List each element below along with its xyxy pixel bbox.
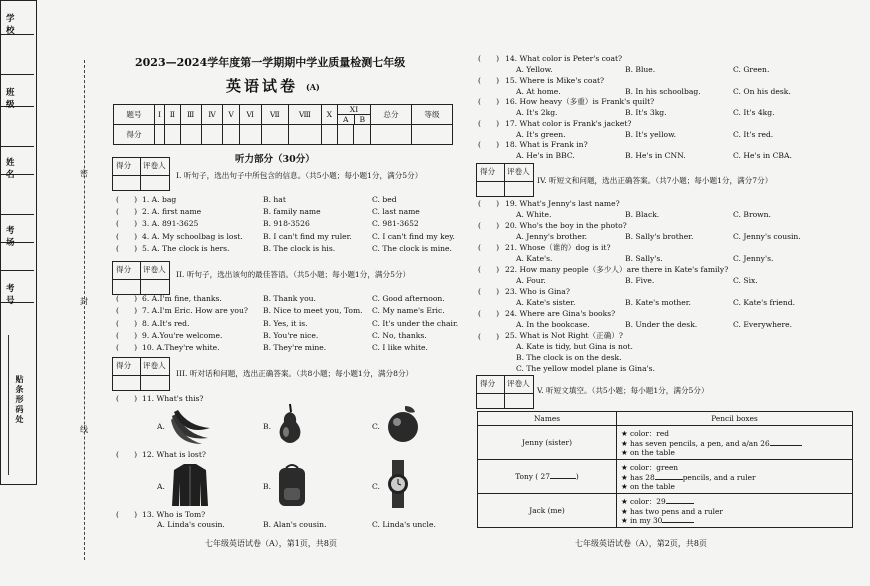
tony-has-text: ★ has 28 — [621, 473, 655, 482]
score-header-cell: 题号 — [114, 105, 155, 125]
option-a: A. Yellow. — [516, 65, 553, 74]
question-text: 15. Where is Mike's coat? — [505, 75, 605, 85]
q11-paren[interactable]: ( ) — [116, 394, 138, 403]
option-a: A. Jenny's brother. — [516, 232, 588, 241]
grader-box-1 — [112, 157, 170, 191]
option-c: C. Good afternoon. — [372, 294, 445, 303]
row-jenny-name: Jenny (sister) — [478, 426, 617, 460]
room-blank — [0, 243, 34, 271]
option-b: B. The clock is his. — [263, 243, 336, 253]
option-c: C. The clock is mine. — [372, 243, 452, 253]
jenny-has-text: ★ has seven pencils, a pen, and a/an 26 — [621, 439, 770, 448]
question-text: 19. What's Jenny's last name? — [505, 199, 620, 208]
score-input[interactable] — [165, 125, 181, 145]
answer-paren[interactable]: ( ) — [478, 221, 500, 230]
score-header-cell: 等级 — [411, 105, 452, 125]
answer-paren[interactable]: ( ) — [116, 306, 138, 316]
q13-text: 13. Who is Tom? — [142, 510, 206, 519]
score-header-cell: Ⅵ — [239, 105, 261, 125]
option-b: B. Under the desk. — [625, 320, 698, 329]
row-tony-name — [478, 460, 617, 494]
option-b: B. You're nice. — [263, 330, 319, 340]
row-jack-details — [617, 494, 853, 528]
option-a: 1. A. bag — [142, 195, 177, 204]
score-input[interactable] — [239, 125, 261, 145]
bananas-image[interactable] — [168, 408, 212, 446]
score-row-label: 得分 — [114, 125, 155, 145]
answer-paren[interactable]: ( ) — [116, 219, 138, 229]
score-header-cell: Ⅶ — [261, 105, 288, 125]
q12-c-letter: C. — [372, 482, 380, 491]
grader-name-label: 评卷人 — [143, 265, 166, 274]
score-input[interactable] — [411, 125, 452, 145]
option-c: C. On his desk. — [733, 86, 791, 96]
answer-paren[interactable]: ( ) — [478, 140, 500, 150]
seal-char-feng: 封 — [80, 297, 88, 306]
schoolbag-image[interactable] — [275, 462, 309, 508]
score-header-xi-label: XI — [338, 105, 370, 115]
grader-name-label: 评卷人 — [143, 161, 166, 170]
score-header-cell: Ⅳ — [201, 105, 223, 125]
answer-paren[interactable]: ( ) — [116, 243, 138, 253]
question-text: 14. What color is Peter's coat? — [505, 54, 623, 63]
q11-text: 11. What's this? — [142, 394, 204, 403]
grader-box-5 — [476, 375, 534, 409]
q25-paren[interactable]: ( ) — [478, 332, 500, 341]
seal-char-mi: 密 — [80, 169, 88, 178]
q13-option-b: B. Alan's cousin. — [263, 520, 327, 529]
blank-29[interactable] — [666, 503, 694, 504]
option-b: B. 918-3526 — [263, 219, 310, 229]
q12-a-letter: A. — [157, 482, 165, 491]
option-a: 6. A.I'm fine, thanks. — [142, 294, 222, 303]
option-b: B. It's yellow. — [625, 129, 677, 139]
class-cell — [0, 75, 34, 110]
score-input[interactable] — [154, 125, 164, 145]
answer-paren[interactable]: ( ) — [116, 318, 138, 328]
section3-instruction: III. 听对话和问题，选出正确答案。（共8小题；每小题1分，满分8分） — [176, 369, 414, 378]
score-header-cell: Ⅰ — [154, 105, 164, 125]
answer-paren[interactable]: ( ) — [116, 207, 138, 217]
blank-27[interactable] — [550, 478, 576, 479]
answer-paren[interactable]: ( ) — [478, 54, 500, 63]
row-jenny-details — [617, 426, 853, 460]
grader-score-label: 得分 — [116, 161, 132, 170]
question-text: 23. Who is Gina? — [505, 287, 570, 296]
score-header-cell: Ⅲ — [180, 105, 201, 125]
option-a: 8. A.It's red. — [142, 318, 190, 328]
grader-box-3 — [112, 357, 170, 391]
tony-color: ★ color：green — [621, 463, 679, 472]
option-c: C. I can't find my key. — [372, 231, 455, 241]
exam-version: (A) — [306, 82, 320, 92]
option-b: B. In his schoolbag. — [625, 86, 701, 96]
answer-paren[interactable]: ( ) — [478, 75, 500, 85]
answer-paren[interactable]: ( ) — [478, 287, 500, 296]
option-a: 3. A. 891-3625 — [142, 219, 199, 229]
grader-name-label: 评卷人 — [143, 361, 166, 370]
grader-box-4 — [476, 163, 534, 197]
option-a: 4. A. My schoolbag is lost. — [142, 231, 243, 241]
q25-option-a: A. Kate is tidy, but Gina is not. — [516, 342, 633, 351]
score-header-xi-sub — [338, 115, 370, 124]
jack-location-text: ★ in my 30 — [621, 516, 663, 525]
option-b: B. Blue. — [625, 65, 656, 74]
score-header-xi-b: B — [359, 115, 366, 124]
option-a: 9. A.You're welcome. — [142, 330, 223, 340]
question-text: 17. What color is Frank's jacket? — [505, 118, 632, 128]
answer-paren[interactable]: ( ) — [116, 294, 138, 303]
score-input[interactable] — [354, 125, 371, 145]
score-header-cell: Ⅹ — [321, 105, 337, 125]
option-c: C. Kate's friend. — [733, 298, 796, 307]
name-cell — [0, 147, 34, 180]
orange-image[interactable] — [383, 404, 423, 444]
jenny-has-line — [621, 439, 848, 448]
score-input[interactable] — [337, 125, 354, 145]
option-c: C. It's 4kg. — [733, 108, 775, 118]
option-c: C. Jenny's cousin. — [733, 232, 801, 241]
row-tony-details — [617, 460, 853, 494]
school-cell — [0, 0, 34, 35]
exam-subject: 英语试卷 — [226, 77, 299, 95]
question-text: 18. What is Frank in? — [505, 140, 588, 150]
tony-has-rest: pencils, and a ruler — [682, 473, 756, 482]
class-blank — [0, 107, 34, 147]
answer-paren[interactable]: ( ) — [116, 330, 138, 340]
option-c: C. It's under the chair. — [372, 318, 459, 328]
answer-paren[interactable]: ( ) — [478, 97, 500, 107]
option-c: C. He's in CBA. — [733, 151, 792, 161]
tony-location: ★ on the table — [621, 482, 675, 491]
grader-name-label: 评卷人 — [507, 167, 530, 176]
grader-score-label: 得分 — [116, 361, 132, 370]
school-label: 学 校 — [6, 14, 32, 36]
option-a: A. Kate's sister. — [516, 298, 576, 307]
option-b: B. Nice to meet you, Tom. — [263, 306, 363, 316]
answer-paren[interactable]: ( ) — [116, 231, 138, 241]
option-a: A. It's 2kg. — [516, 108, 558, 118]
score-input[interactable] — [223, 125, 239, 145]
option-b: B. Sally's. — [625, 254, 663, 263]
option-c: C. last name — [372, 207, 420, 217]
score-input[interactable] — [180, 125, 201, 145]
score-table — [113, 104, 453, 145]
name-label: 姓 名 — [6, 158, 32, 180]
q13-option-c: C. Linda's uncle. — [372, 520, 436, 529]
question-text: 21. Whose（谁的）dog is it? — [505, 243, 611, 252]
q25-text: 25. What is Not Right（正确）? — [505, 331, 623, 340]
jack-color-line — [621, 496, 848, 507]
grader-name-label: 评卷人 — [507, 379, 530, 388]
option-a: 2. A. first name — [142, 207, 202, 217]
section1-instruction: I. 听句子，选出句子中所包含的信息。（共5小题；每小题1分，满分5分） — [176, 171, 423, 180]
grader-score-label: 得分 — [480, 167, 496, 176]
option-c: C. Brown. — [733, 210, 771, 219]
q11-a-letter: A. — [157, 422, 165, 431]
answer-paren[interactable]: ( ) — [478, 309, 500, 318]
exam-title-line: 2023—2024学年度第一学期期中学业质量检测七年级 — [135, 56, 406, 69]
q13-option-a: A. Linda's cousin. — [157, 520, 225, 529]
jenny-color: ★ color：red — [621, 429, 669, 438]
exam-room-label: 考 场 — [6, 226, 32, 248]
exam-no-label: 考 号 — [6, 284, 32, 306]
option-a: 5. A. The clock is hers. — [142, 243, 230, 253]
score-header-xi-a: A — [338, 115, 355, 124]
option-c: C. I like white. — [372, 343, 428, 353]
score-header-cell: 总分 — [371, 105, 412, 125]
option-b: B. Yes, it is. — [263, 318, 308, 328]
answer-paren[interactable]: ( ) — [116, 343, 138, 353]
option-c: C. bed — [372, 195, 397, 204]
pencil-table-header-names: Names — [478, 412, 617, 426]
seal-line — [84, 60, 85, 560]
option-a: A. In the bookcase. — [516, 320, 590, 329]
tony-has-line — [621, 473, 848, 482]
question-text: 16. How heavy（多重）is Frank's quilt? — [505, 97, 655, 107]
q25-option-c: C. The yellow model plane is Gina's. — [516, 364, 655, 373]
score-input[interactable] — [371, 125, 412, 145]
grader-score-label: 得分 — [116, 265, 132, 274]
option-b: B. hat — [263, 195, 286, 204]
option-a: 10. A.They're white. — [142, 343, 220, 353]
question-text: 22. How many people（多少人）are there in Kate's family? — [505, 265, 729, 274]
q13-paren[interactable]: ( ) — [116, 510, 138, 519]
name-blank — [0, 175, 34, 215]
blank-26[interactable] — [770, 445, 802, 446]
score-input[interactable] — [321, 125, 337, 145]
option-b: B. They're mine. — [263, 343, 327, 353]
section4-instruction: IV. 听短文和问题，选出正确答案。（共7小题；每小题1分，满分7分） — [537, 176, 773, 185]
jack-has: ★ has two pens and a ruler — [621, 507, 723, 516]
q12-b-letter: B. — [263, 482, 271, 491]
score-header-cell: Ⅱ — [165, 105, 181, 125]
answer-paren[interactable]: ( ) — [478, 199, 500, 208]
option-a: A. Kate's. — [516, 254, 553, 263]
page1-footer: 七年级英语试卷（A），第1页，共8页 — [205, 539, 337, 548]
q25-option-b: B. The clock is on the desk. — [516, 353, 622, 362]
listening-heading: 听力部分（30分） — [235, 154, 315, 165]
q11-c-letter: C. — [372, 422, 380, 431]
option-a: A. It's green. — [516, 129, 566, 139]
q11-b-letter: B. — [263, 422, 271, 431]
option-b: B. Thank you. — [263, 294, 316, 303]
answer-paren[interactable]: ( ) — [116, 195, 138, 204]
tony-name-text: Tony ( 27 — [515, 472, 550, 481]
q12-text: 12. What is lost? — [142, 450, 206, 459]
option-b: B. Five. — [625, 276, 655, 285]
jack-color-text: ★ color：29 — [621, 497, 666, 506]
class-label: 班 级 — [6, 88, 32, 110]
q12-paren[interactable]: ( ) — [116, 450, 138, 459]
score-header-cell: Ⅴ — [223, 105, 239, 125]
pencil-table-header-boxes: Pencil boxes — [617, 412, 853, 426]
blank-28[interactable] — [655, 479, 683, 480]
option-c: C. Green. — [733, 65, 770, 74]
option-a: A. Four. — [516, 276, 546, 285]
score-input[interactable] — [201, 125, 223, 145]
option-c: C. No, thanks. — [372, 330, 427, 340]
row-jack-name: Jack (me) — [478, 494, 617, 528]
score-input[interactable] — [288, 125, 321, 145]
question-text: 20. Who's the boy in the photo? — [505, 221, 627, 230]
school-blank — [0, 35, 34, 75]
option-b: B. It's 3kg. — [625, 108, 667, 118]
option-a: A. He's in BBC. — [516, 151, 575, 161]
option-b: B. He's in CNN. — [625, 151, 686, 161]
exam-no-cell — [0, 271, 34, 306]
option-b: B. Sally's brother. — [625, 232, 694, 241]
jack-location-line — [621, 516, 848, 525]
question-text: 24. Where are Gina's books? — [505, 309, 616, 318]
watch-image[interactable] — [385, 460, 411, 508]
option-a: 7. A.I'm Eric. How are you? — [142, 306, 248, 316]
pear-image[interactable] — [275, 402, 305, 446]
section5-instruction: V. 听短文填空。（共5小题；每小题1分，满分5分） — [537, 386, 709, 395]
grader-score-label: 得分 — [480, 379, 496, 388]
option-c: C. Everywhere. — [733, 320, 793, 329]
page2-footer: 七年级英语试卷（A），第2页，共8页 — [575, 539, 707, 548]
score-header-cell: Ⅷ — [288, 105, 321, 125]
grader-box-2 — [112, 261, 170, 295]
option-b: B. I can't find my ruler. — [263, 231, 352, 241]
pencil-box-table — [477, 411, 853, 528]
option-b: B. Kate's mother. — [625, 298, 691, 307]
barcode-paste-area: 贴条形码处 — [8, 335, 26, 475]
jacket-image[interactable] — [170, 462, 210, 508]
option-b: B. Black. — [625, 210, 660, 219]
option-c: C. Jenny's. — [733, 254, 774, 263]
option-c: C. It's red. — [733, 129, 774, 139]
answer-paren[interactable]: ( ) — [478, 118, 500, 128]
binding-strip — [0, 0, 37, 485]
room-cell — [0, 215, 34, 248]
blank-30[interactable] — [662, 522, 694, 523]
jenny-location: ★ on the table — [621, 448, 675, 457]
answer-paren[interactable]: ( ) — [478, 243, 500, 252]
option-c: C. 981-3652 — [372, 219, 419, 229]
tony-name-end: ) — [575, 472, 579, 481]
answer-paren[interactable]: ( ) — [478, 265, 500, 274]
section2-instruction: II. 听句子，选出该句的最佳答语。（共5小题；每小题1分，满分5分） — [176, 270, 411, 279]
option-c: C. Six. — [733, 276, 758, 285]
option-a: A. At home. — [516, 86, 561, 96]
option-a: A. White. — [516, 210, 552, 219]
score-input[interactable] — [261, 125, 288, 145]
seal-char-xian: 线 — [80, 425, 88, 434]
option-b: B. family name — [263, 207, 321, 217]
option-c: C. My name's Eric. — [372, 306, 445, 316]
score-header-xi — [337, 105, 370, 125]
